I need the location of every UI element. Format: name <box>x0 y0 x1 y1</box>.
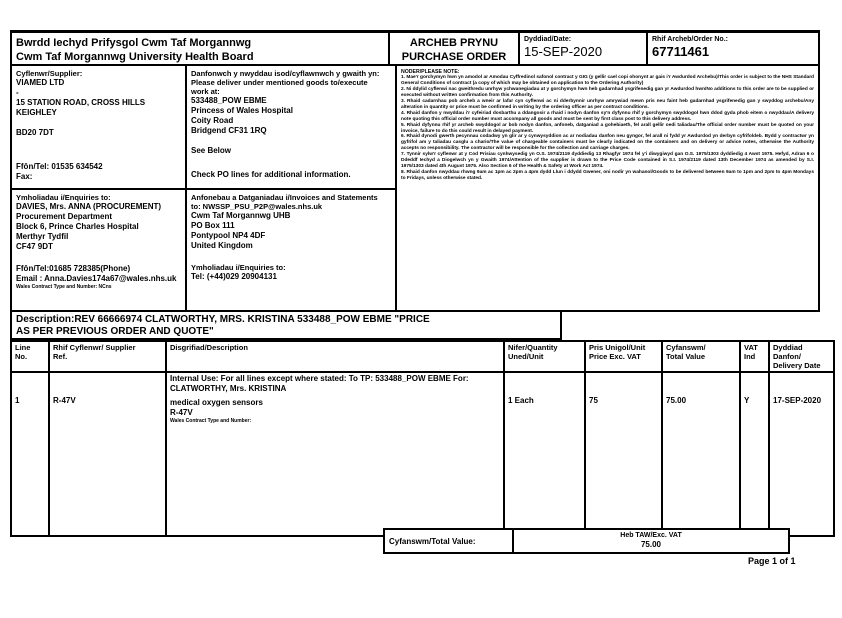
item-unit-price-cell <box>585 372 662 536</box>
delivery-point-code: 533488_POW EBME <box>191 96 267 105</box>
order-number-value: 67711461 <box>652 44 710 59</box>
invoices-country: United Kingdom <box>191 241 253 250</box>
item-vat-ind: Y <box>744 396 750 405</box>
item-unit-price: 75 <box>589 396 598 405</box>
order-number-label: Rhif Archeb/Order No.: <box>652 36 728 43</box>
net-exc-vat-value: 75.00 <box>640 540 662 549</box>
terms-clause: 6. Rhaid dynodi gwerth pecynnau codadwy yn glir ar y cynwysyddion ac ar nodiadau danfon neu gyngor, fel arall ni fydd yr Awdurdod yn derbyn cyfrifoldeb. Bydd y contractwr yn gyfrifol am y taliadau casglu a chario/The value of chargeable containers must be clearly indicated on the containers and on delivery or advice notes, otherwise the Authority accepts no responsibility. The contractor will be responsible for the collection and carriage charges. <box>401 134 814 152</box>
net-exc-vat-label: Heb TAW/Exc. VAT <box>620 532 682 539</box>
enquiries-section <box>10 188 187 312</box>
item-row <box>11 372 834 536</box>
enquiries-phone: Ffôn/Tel:01685 728385(Phone) <box>16 264 131 273</box>
page-number: Page 1 of 1 <box>748 556 796 566</box>
invoices-label-line1: Anfonebau a Datganiadau i/Invoices and Statements <box>191 193 378 202</box>
item-supplier-ref: R-47V <box>53 396 76 405</box>
item-description-cell <box>166 372 504 536</box>
supplier-address-line: - <box>16 88 19 97</box>
net-total-cell <box>514 530 788 552</box>
item-delivery-date: 17-SEP-2020 <box>773 396 822 405</box>
supplier-address-line: KEIGHLEY <box>16 108 57 117</box>
enquiries-address-line: Block 6, Prince Charles Hospital <box>16 222 139 231</box>
enquiries-postcode: CF47 9DT <box>16 242 53 251</box>
supplier-name: VIAMED LTD <box>16 78 65 87</box>
title-english: PURCHASE ORDER <box>401 51 507 63</box>
item-line-no-cell <box>11 372 49 536</box>
title-welsh: ARCHEB PRYNU <box>409 37 499 49</box>
invoices-tel: Tel: (+44)029 20904131 <box>191 272 277 281</box>
item-description: medical oxygen sensors <box>170 398 263 407</box>
terms-clause: 8. Rhaid danfon nwyddau rhwng 9am ac 1pm ac 2pm a 4pm dydd Llun i ddydd Gwener, oni nodir yn wahanol/Goods to be delivered between 9am to 1pm and 2pm to 4pm Mondays to Fridays, unless otherwise stated. <box>401 169 814 181</box>
invoices-section <box>185 188 397 312</box>
delivery-section <box>185 64 397 190</box>
invoices-email: to: NWSSP_PSU_P2P@wales.nhs.uk <box>191 202 323 211</box>
item-vat-ind-cell <box>740 372 769 536</box>
item-line-no: 1 <box>15 396 20 405</box>
org-name-welsh: Bwrdd Iechyd Prifysgol Cwm Taf Morgannwg <box>16 37 252 49</box>
delivery-town-postcode: Bridgend CF31 1RQ <box>191 126 267 135</box>
delivery-see-below: See Below <box>191 146 232 155</box>
invoices-org: Cwm Taf Morgannwg UHB <box>191 211 291 220</box>
org-name-english: Cwm Taf Morgannwg University Health Board <box>16 51 254 63</box>
delivery-street: Coity Road <box>191 116 234 125</box>
enquiries-department: Procurement Department <box>16 212 113 221</box>
item-total-value: 75.00 <box>666 396 687 405</box>
supplier-label: Cyflenwr/Supplier: <box>16 69 83 78</box>
supplier-address-line: 15 STATION ROAD, CROSS HILLS <box>16 98 146 107</box>
terms-section <box>395 64 820 312</box>
terms-clause: 1. Mae'r gorchymyn hwn yn amodol ar Amodau Cyffredinol safonol contract y GIG (y gellir cael copi ohonynt ar gais i'r Awdurdod Archebu)/This order is subject to the NHS Standard General Conditions of contract (a copy of which may be obtained on application to the Ordering Authority) <box>401 75 814 87</box>
invoices-town-postcode: Pontypool NP4 4DF <box>191 231 266 240</box>
item-delivery-date-cell <box>769 372 834 536</box>
items-table <box>10 340 833 537</box>
item-quantity-cell <box>504 372 585 536</box>
item-contract-note: Wales Contract Type and Number: <box>170 418 252 424</box>
terms-clause: 2. Ni ddylid cyflenwi nac gweithredu unrhyw ychwanegiadau at y gorchymyn hwn heb gadarnhad ysgrifenedig gan yr Awdurdod hwn/No additions to this order are to be supplied or executed without written confirmation from this Authority. <box>401 87 814 99</box>
document-title-cell <box>388 30 520 66</box>
supplier-fax: Fax: <box>16 172 33 181</box>
order-date-label: Dyddiad/Date: <box>524 36 572 43</box>
terms-clause: 5. Rhaid dyfynnu rhif yr archeb swyddogol ar bob nodyn danfon, anfoneb, datganiad a gohebiaeth, fel arall gellir oedi taliadau/The official order number must be quoted on your invoice, failure to do this could result in delayed payment. <box>401 122 814 134</box>
order-number-cell <box>646 30 820 66</box>
enquiries-email: Email : Anna.Davies174a67@wales.nhs.uk <box>16 274 177 283</box>
enquiries-label: Ymholiadau i/Enquiries to: <box>16 193 111 202</box>
enquiries-town: Merthyr Tydfil <box>16 232 69 241</box>
supplier-section <box>10 64 187 190</box>
order-date-cell <box>518 30 648 66</box>
totals-box <box>383 528 790 554</box>
delivery-check-note: Check PO lines for additional information. <box>191 170 351 179</box>
supplier-postcode: BD20 7DT <box>16 128 54 137</box>
order-description-line2: AS PER PREVIOUS ORDER AND QUOTE" <box>16 326 214 337</box>
terms-heading: NODER/PLEASE NOTE: <box>401 69 460 75</box>
col-header-quantity: Nifer/Quantity Uned/Unit <box>504 341 585 372</box>
col-header-supplier-ref: Rhif Cyflenwr/ Supplier Ref. <box>49 341 166 372</box>
invoices-enquiries-label: Ymholiadau i/Enquiries to: <box>191 263 286 272</box>
col-header-vat-ind: VAT Ind <box>740 341 769 372</box>
item-quantity: 1 Each <box>508 396 534 405</box>
delivery-label-english: Please deliver under mentioned goods to/execute <box>191 78 368 87</box>
item-part-number: R-47V <box>170 408 193 417</box>
order-date-value: 15-SEP-2020 <box>524 44 603 59</box>
terms-clause: 4. Rhaid danfon y nwyddau i'r cyfeiriad dosbarthu a ddangosir a rhaid i nodyn danfon sy'n dyfynnu rhif y gorchymyn swyddogol hwn ddod gyda phob eitem o nwyddau/A delivery note quoting this official order number must accompany all goods and must be sent by first class post to this delivery address. <box>401 110 814 122</box>
enquiries-contact-name: DAVIES, Mrs. ANNA (PROCUREMENT) <box>16 202 162 211</box>
terms-clause: 7. Tynnir sylw'r cyflenwr at y Cod Prisiau cynhwysedig yn O.S. 1974/2119 dyddiedig 13 Rhagfyr 1974 fel y'i diwygiwyd gan O.S. 1975/1303 dyddiedig 4 Awst 1975. Hefyd, Adran 6 o Ddeddf Iechyd a Diogelwch yn y Gwaith 1974/Attention of the supplier is drawn to the Price Code contained in S.I. 1974/2119 dated 13th December 1974 as amended by S.I. 1975/1303 dated 4th August 1975. Also Section 6 of the Health & Safety at Work Act 1974. <box>401 152 814 169</box>
supplier-address-line <box>16 118 181 128</box>
col-header-total-value: Cyfanswm/ Total Value <box>662 341 740 372</box>
delivery-label-english-2: work at: <box>191 87 220 96</box>
col-header-description: Disgrifiad/Description <box>166 341 504 372</box>
total-value-label: Cyfanswm/Total Value: <box>385 530 514 552</box>
item-internal-use-line2: CLATWORTHY, Mrs. KRISTINA <box>170 383 287 393</box>
col-header-delivery-date: Dyddiad Danfon/ Delivery Date <box>769 341 834 372</box>
delivery-label-welsh: Danfonwch y nwyddau isod/cyflawnwch y gwaith yn: <box>191 69 380 78</box>
invoices-pobox: PO Box 111 <box>191 221 235 230</box>
org-header-cell <box>10 30 390 66</box>
terms-clause: 3. Rhaid cadarnhau pob archeb a wneir ar lafar cyn cyflenwi ac ni dderbynnir unrhyw amrywiad mewn pris neu faint heb gadarnhad ysgrifenedig gan y swyddog archebu/Any alteration in quantity or price must be confirmed in writing by the ordering officer as per contract conditions. <box>401 99 814 110</box>
enquiries-contract-ref: Wales Contract Type and Number: NCns <box>16 284 112 290</box>
item-total-value-cell <box>662 372 740 536</box>
order-description-line1: Description:REV 66666974 CLATWORTHY, MRS. KRISTINA 533488_POW EBME "PRICE <box>16 314 430 325</box>
col-header-unit-price: Pris Unigol/Unit Price Exc. VAT <box>585 341 662 372</box>
item-supplier-ref-cell <box>49 372 166 536</box>
delivery-hospital: Princess of Wales Hospital <box>191 106 293 115</box>
order-description-box <box>10 310 562 340</box>
supplier-phone: Ffôn/Tel: 01535 634542 <box>16 162 103 171</box>
items-header-row <box>11 341 834 372</box>
col-header-line-no: Line No. <box>11 341 49 372</box>
item-internal-use-line1: Internal Use: For all lines except where stated: To TP: 533488_POW EBME For: <box>170 374 469 383</box>
